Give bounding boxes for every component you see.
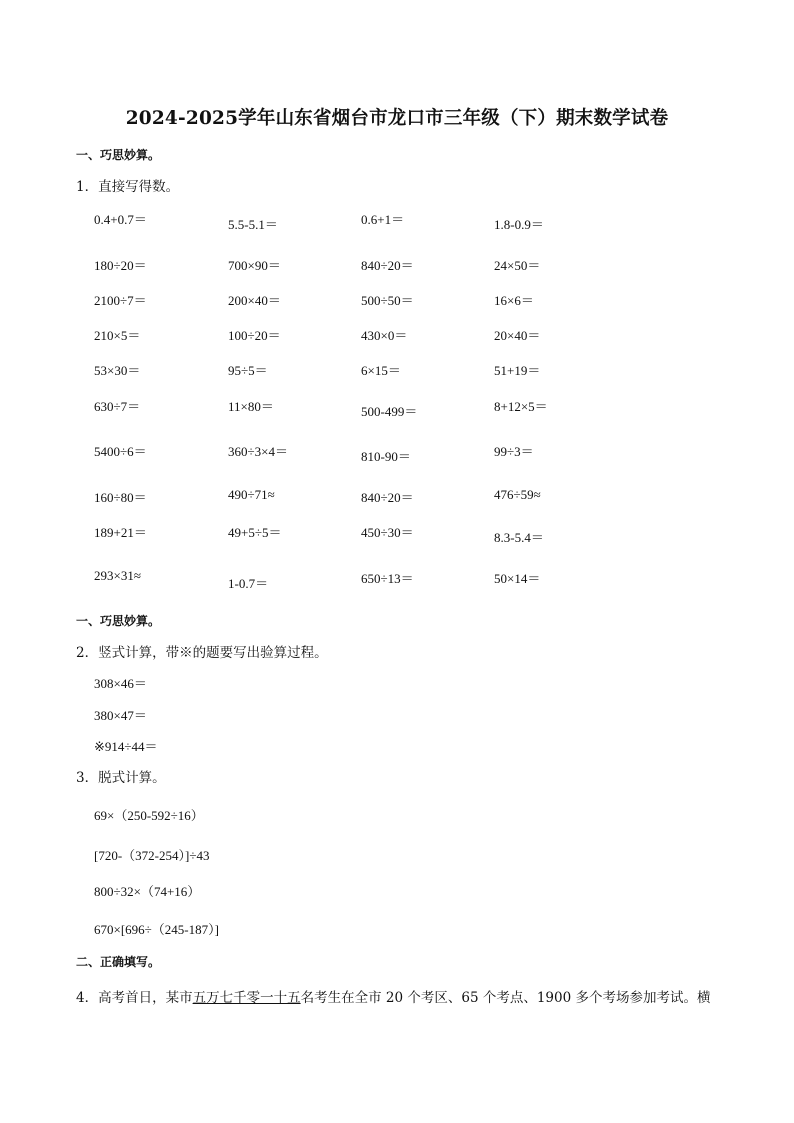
calc-item: 50×14＝ (494, 571, 541, 586)
calc-item: 293×31≈ (94, 568, 141, 583)
calc-item: 1.8-0.9＝ (494, 217, 544, 232)
calc-item: 0.6+1＝ (361, 212, 405, 227)
calc-item: 6×15＝ (361, 363, 401, 378)
calc-item: 24×50＝ (494, 258, 541, 273)
vertical-calc-item: 380×47＝ (94, 708, 147, 723)
calc-item: 189+21＝ (94, 525, 147, 540)
calc-item: 360÷3×4＝ (228, 444, 288, 459)
calc-item: 2100÷7＝ (94, 293, 147, 308)
calc-item: 630÷7＝ (94, 399, 141, 414)
exam-title: 2024-2025学年山东省烟台市龙口市三年级（下）期末数学试卷 (125, 108, 669, 129)
calc-item: 8+12×5＝ (494, 399, 548, 414)
calc-item: 450÷30＝ (361, 525, 414, 540)
calc-item: 840÷20＝ (361, 490, 414, 505)
step-calc-item: 69×（250-592÷16） (94, 808, 204, 823)
calc-item: 53×30＝ (94, 363, 141, 378)
question-4-text (76, 986, 710, 1006)
calc-item: 5.5-5.1＝ (228, 217, 278, 232)
calc-item: 5400÷6＝ (94, 444, 147, 459)
step-calc-item: 800÷32×（74+16） (94, 884, 201, 899)
q4-prefix: 4．高考首日，某市 (76, 990, 193, 1006)
question-1-label: 1．直接写得数。 (76, 179, 180, 195)
calc-item: 0.4+0.7＝ (94, 212, 147, 227)
q4-suffix: 名考生在全市 20 个考区、65 个考点、1900 多个考场参加考试。横 (300, 990, 711, 1006)
calc-item: 95÷5＝ (228, 363, 268, 378)
calc-item: 200×40＝ (228, 293, 281, 308)
calc-item: 51+19＝ (494, 363, 541, 378)
section-heading: 一、巧思妙算。 (76, 148, 161, 162)
vertical-calc-item: 308×46＝ (94, 676, 147, 691)
calc-item: 490÷71≈ (228, 487, 275, 502)
step-calc-item: [720-（372-254）]÷43 (94, 848, 210, 863)
calc-item: 500-499＝ (361, 404, 418, 419)
calc-item: 430×0＝ (361, 328, 408, 343)
q4-underlined-number: 五万七千零一十五 (192, 990, 301, 1006)
calc-item: 180÷20＝ (94, 258, 147, 273)
calc-item: 160÷80＝ (94, 490, 147, 505)
calc-item: 1-0.7＝ (228, 576, 269, 591)
calc-item: 810-90＝ (361, 449, 411, 464)
calc-item: 840÷20＝ (361, 258, 414, 273)
section-heading: 二、正确填写。 (76, 955, 161, 969)
calc-item: 16×6＝ (494, 293, 534, 308)
calc-item: 500÷50＝ (361, 293, 414, 308)
calc-item: 49+5÷5＝ (228, 525, 282, 540)
calc-item: 99÷3＝ (494, 444, 534, 459)
calc-item: 20×40＝ (494, 328, 541, 343)
section-heading: 一、巧思妙算。 (76, 614, 161, 628)
question-2-label: 2．竖式计算，带※的题要写出验算过程。 (76, 645, 328, 661)
calc-item: 650÷13＝ (361, 571, 414, 586)
question-3-label: 3．脱式计算。 (76, 770, 166, 786)
calc-item: 476÷59≈ (494, 487, 541, 502)
calc-item: 8.3-5.4＝ (494, 530, 544, 545)
calc-item: 700×90＝ (228, 258, 281, 273)
step-calc-item: 670×[696÷（245-187）] (94, 922, 219, 937)
calc-item: 210×5＝ (94, 328, 141, 343)
vertical-calc-item: ※914÷44＝ (94, 739, 158, 754)
calc-item: 100÷20＝ (228, 328, 281, 343)
calc-item: 11×80＝ (228, 399, 274, 414)
